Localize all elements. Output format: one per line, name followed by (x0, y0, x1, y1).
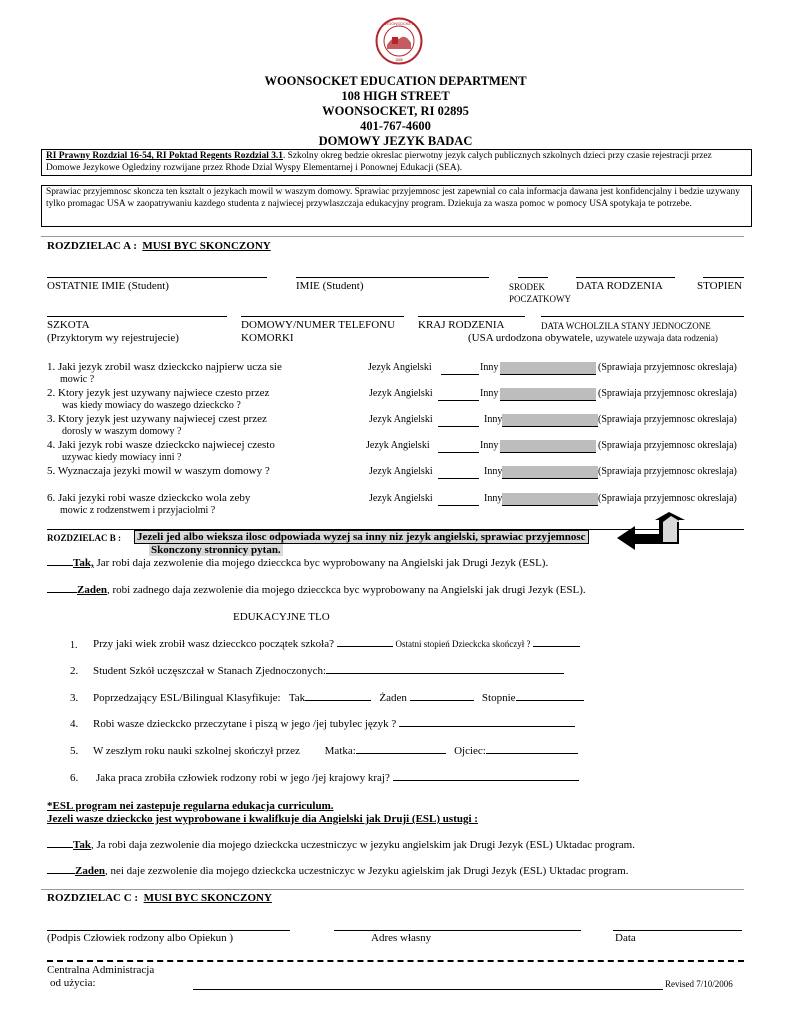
country-field[interactable] (418, 316, 525, 317)
phone-field[interactable] (241, 316, 404, 317)
confidentiality-text: Sprawiac przyjemnosc skoncza ten ksztalt o jezykach mowil w waszym domowy. Sprawiac przyjemnosc jest zapewnial co cala informacja dawana jest konfidencjalny i bedzie uzywany tylko promagac USA w zaopatrywaniu kazdego studenta z najwiecej przywlaszczaja edukacyjny program. Dziekuja za wasza pomoc w pomocy USA spotykaja te potrzebe. (46, 187, 740, 209)
section-a-label: ROZDZIELAC A : (47, 240, 137, 252)
edu-q3-num: 3. (70, 692, 79, 704)
esl-program-yes-text: , Ja robi daja zezwolenie dia mojego dzieckcka uczestniczyc w jezyku angielskim jak Drugi Jezyk (ESL) Uktadac program. (90, 839, 635, 851)
answer-english-label: Jezyk Angielski (369, 466, 433, 477)
phone-sublabel: KOMORKI (241, 332, 294, 344)
question-text (47, 387, 269, 399)
address-label: Adres własny (371, 932, 432, 944)
legal-notice-box (41, 149, 752, 176)
question-line-1: Jaki jezyk zrobil wasz dzieckcko najpierw ucza sie (58, 361, 282, 373)
edu-q4-text: Robi wasze dzieckcko przeczytane i piszą w jego /jej tubylec język ? (93, 718, 397, 730)
date-field[interactable] (613, 930, 742, 931)
answer-specify-label: (Sprawiaja przyjemnosc okreslaja) (598, 362, 737, 373)
esl-program-no-check[interactable] (47, 873, 75, 874)
question-line-2: mowic ? (60, 374, 95, 385)
answer-other-label: Inny (480, 388, 499, 399)
section-a-heading (47, 240, 271, 252)
question-number: 1. (47, 361, 56, 373)
answer-specify-label: (Sprawiaja przyjemnosc okreslaja) (598, 493, 737, 504)
answer-specify-label: (Sprawiaja przyjemnosc okreslaja) (598, 414, 737, 425)
esl-test-yes-option (47, 557, 548, 569)
other-language-field[interactable] (500, 440, 596, 453)
answer-english-label: Jezyk Angielski (366, 440, 430, 451)
mother-schooling-field[interactable] (356, 753, 446, 754)
esl-test-yes-text: Jar robi daja zezwolenie dia mojego dziecckca byc wyprobowany na Angielski jak Drugi Jezyk (ESL). (93, 557, 549, 569)
other-language-field[interactable] (502, 493, 598, 506)
section-b-instruction-2: Skonczony stronnicy pytan. (151, 544, 281, 556)
question-number: 4. (47, 439, 56, 451)
esl-program-no-option (47, 865, 628, 877)
legal-notice-text: . Szkolny okreg bedzie okreslac pierwotny jezyk calych publicznych szkolnych dzieci przy czasie rejestracji przez Domowe Jezykowe Ogledziny rozwijane przez Rhode Dzial Wyspy Elementarnej i Ponownej Edukacji (SEA). (46, 151, 712, 173)
question-line-2: dorosly w waszym domowy ? (62, 426, 182, 437)
last-name-field[interactable] (47, 277, 267, 278)
school-sublabel: (Przyktorym wy rejestrujecie) (47, 332, 179, 344)
svg-text:WOONSOCKET: WOONSOCKET (384, 21, 414, 26)
esl-note-1: *ESL program nei zastepuje regularna edukacja curriculum. (47, 800, 334, 812)
answer-english-label: Jezyk Angielski (369, 493, 433, 504)
first-name-label: IMIE (Student) (296, 280, 364, 292)
question-line-2: uzywac kiedy mowiacy inni ? (62, 452, 182, 463)
answer-specify-label: (Sprawiaja przyjemnosc okreslaja) (598, 440, 737, 451)
english-answer-field[interactable] (438, 452, 479, 453)
edu-q3 (93, 692, 584, 704)
start-age-field[interactable] (337, 646, 393, 647)
dob-label: DATA RODZENIA (576, 280, 663, 292)
question-text (47, 492, 250, 504)
edu-q4-num: 4. (70, 718, 79, 730)
father-schooling-field[interactable] (486, 753, 578, 754)
esl-test-yes-check[interactable] (47, 565, 73, 566)
question-line-1: Ktory jezyk jest uzywany najwiece czesto przez (58, 387, 270, 399)
admin-use-label: od użycia: (50, 977, 96, 989)
esl-test-no-text: , robi zadnego daja zezwolenie dia mojego dziecckca byc wyprobowany na Angielski jak drugi Jezyk (ESL). (106, 584, 586, 596)
edu-q4 (93, 718, 575, 730)
dob-field[interactable] (576, 277, 675, 278)
date-label: Data (615, 932, 636, 944)
edu-q6 (96, 772, 579, 784)
answer-other-label: Inny (484, 493, 503, 504)
esl-test-no-label: Zaden (77, 584, 107, 596)
grade-label: STOPIEN (697, 280, 743, 292)
answer-english-label: Jezyk Angielski (368, 362, 432, 373)
answer-other-label: Inny (484, 414, 503, 425)
signature-field[interactable] (47, 930, 290, 931)
question-number: 2. (47, 387, 56, 399)
answer-english-label: Jezyk Angielski (369, 414, 433, 425)
question-text (47, 439, 275, 451)
street-address: 108 HIGH STREET (341, 89, 450, 103)
law-reference: RI Prawny Rozdzial 16-54, RI Poktad Regents Rozdzial 3.1 (46, 151, 283, 161)
middle-label-2: POCZATKOWY (509, 294, 571, 304)
country-note (468, 332, 718, 344)
edu-q5-text: W zeszłym roku nauki szkolnej skończył przez (93, 745, 300, 757)
divider (41, 236, 744, 237)
native-literacy-field[interactable] (399, 726, 575, 727)
prior-esl-grades-field[interactable] (516, 700, 584, 701)
question-line-1: Jaki jezyki robi wasze dzieckcko wola zeby (58, 492, 251, 504)
answer-other-label: Inny (480, 362, 499, 373)
admin-use-field[interactable] (193, 989, 663, 990)
edu-q3-grades: Stopnie (481, 692, 516, 704)
edu-q5-mother: Matka: (324, 745, 356, 757)
answer-english-label: Jezyk Angielski (369, 388, 433, 399)
esl-test-yes-label: Tak, (73, 557, 94, 569)
prior-esl-yes-field[interactable] (305, 700, 371, 701)
middle-label: SRODEK (509, 282, 546, 292)
us-schools-field[interactable] (326, 673, 564, 674)
esl-test-no-option (47, 584, 586, 596)
last-grade-field[interactable] (533, 646, 580, 647)
english-answer-field[interactable] (438, 478, 479, 479)
edu-q1b-text: Ostatni stopień Dzieckcka skończył ? (395, 639, 531, 649)
answer-specify-label: (Sprawiaja przyjemnosc okreslaja) (598, 388, 737, 399)
english-answer-field[interactable] (438, 505, 479, 506)
edu-q5-father: Ojciec: (454, 745, 486, 757)
answer-specify-label: (Sprawiaja przyjemnosc okreslaja) (598, 466, 737, 477)
edu-q2 (93, 665, 564, 677)
divider (41, 889, 744, 890)
phone-label: DOMOWY/NUMER TELEFONU (241, 319, 396, 331)
phone-number: 401-767-4600 (360, 119, 431, 133)
esl-program-no-label: Zaden (75, 865, 105, 877)
edu-q3-no: Żaden (379, 692, 407, 704)
country-label: KRAJ RODZENIA (418, 319, 505, 331)
other-language-field[interactable] (500, 362, 596, 375)
edu-q6-num: 6. (70, 772, 79, 784)
question-line-2: was kiedy mowiacy do waszego dzieckcko ? (62, 400, 241, 411)
section-c-must: MUSI BYC SKONCZONY (143, 892, 272, 904)
education-heading: EDUKACYJNE TLO (233, 611, 330, 623)
last-name-label: OSTATNIE IMIE (Student) (47, 280, 169, 292)
edu-q2-text: Student Szkół uczęszczał w Stanach Zjednoczonych: (93, 665, 327, 677)
esl-program-yes-label: Tak (73, 839, 91, 851)
us-entry-date-field[interactable] (541, 316, 744, 317)
other-language-field[interactable] (500, 388, 596, 401)
us-entry-date-label: DATA WCHOLZILA STANY JEDNOCZONE (541, 321, 711, 331)
question-line-2: mowic z rodzenstwem i przyjaciolmi ? (60, 505, 216, 516)
confidentiality-notice-box (41, 185, 752, 227)
city-state-zip: WOONSOCKET, RI 02895 (322, 104, 469, 118)
question-text (47, 465, 270, 477)
other-language-field[interactable] (502, 414, 598, 427)
form-title: DOMOWY JEZYK BADAC (318, 134, 473, 148)
question-line-1: Ktory jezyk jest uzywany najwiecej czest przez (58, 413, 267, 425)
grade-field[interactable] (703, 277, 744, 278)
answer-other-label: Inny (480, 440, 499, 451)
country-note-1: (USA urdodzona obywatele, (468, 332, 593, 344)
footer-divider (47, 960, 744, 962)
question-text (47, 361, 282, 373)
esl-program-yes-check[interactable] (47, 847, 73, 848)
question-number: 6. (47, 492, 56, 504)
address-field[interactable] (334, 930, 581, 931)
esl-program-no-text: , nei daje zezwolenie dia mojego dzieckcka uczestniczyc w Jezyku agielskim jak Drugi Jezyk (ESL) Uktadac program. (104, 865, 629, 877)
other-language-field[interactable] (502, 466, 598, 479)
question-number: 5. (47, 465, 56, 477)
edu-q3-yes: Tak (288, 692, 306, 704)
section-c-label: ROZDZIELAC C : (47, 892, 139, 904)
middle-initial-field[interactable] (518, 277, 548, 278)
prior-esl-no-field[interactable] (410, 700, 474, 701)
edu-q1-num: 1. (70, 640, 78, 651)
school-label: SZKOTA (47, 319, 90, 331)
edu-q6-text: Jaka praca zrobiła człowiek rodzony robi w jego /jej krajowy kraj? (96, 772, 390, 784)
question-number: 3. (47, 413, 56, 425)
school-field[interactable] (47, 316, 227, 317)
arrow-icon (615, 510, 687, 550)
edu-q3-text: Poprzedzający ESL/Bilingual Klasyfikuje: (93, 692, 281, 704)
english-answer-field[interactable] (441, 374, 479, 375)
question-text (47, 413, 267, 425)
edu-q2-num: 2. (70, 665, 79, 677)
section-a-must: MUSI BYC SKONCZONY (142, 240, 271, 252)
answer-other-label: Inny (484, 466, 503, 477)
section-b-label: ROZDZIELAC B : (47, 533, 122, 543)
english-answer-field[interactable] (438, 426, 479, 427)
edu-q5 (93, 745, 578, 757)
edu-q5-num: 5. (70, 745, 79, 757)
edu-q1 (93, 638, 580, 650)
country-note-2: uzywatele uzywaja data rodzenia) (595, 333, 718, 343)
esl-note-2: Jezeli wasze dzieckcko jest wyprobowane i kwalifkuje dia Angielski jak Druji (ESL) ustugi : (47, 813, 478, 825)
esl-program-yes-option (47, 839, 635, 851)
department-name: WOONSOCKET EDUCATION DEPARTMENT (264, 74, 527, 88)
question-line-1: Jaki jezyk robi wasze dzieckcko najwiecej czesto (58, 439, 275, 451)
english-answer-field[interactable] (438, 400, 479, 401)
section-c-heading (47, 892, 272, 904)
central-admin-label: Centralna Administracja (47, 964, 155, 976)
revision-date: Revised 7/10/2006 (665, 979, 733, 989)
parent-occupation-field[interactable] (393, 780, 579, 781)
edu-q1-text: Przy jaki wiek zrobił wasz dziecckco początek szkoła? (93, 638, 334, 650)
city-seal-logo (375, 17, 423, 65)
first-name-field[interactable] (296, 277, 489, 278)
signature-label: (Podpis Człowiek rodzony albo Opiekun ) (47, 932, 234, 944)
question-line-1: Wyznaczaja jezyki mowil w waszym domowy ? (57, 465, 270, 477)
esl-test-no-check[interactable] (47, 592, 77, 593)
section-b-instruction: Jezeli jed albo wieksza ilosc odpowiada wyzej sa inny niz jezyk angielski, sprawiac przyjemnosc (134, 530, 589, 544)
svg-text:1888: 1888 (395, 58, 403, 62)
